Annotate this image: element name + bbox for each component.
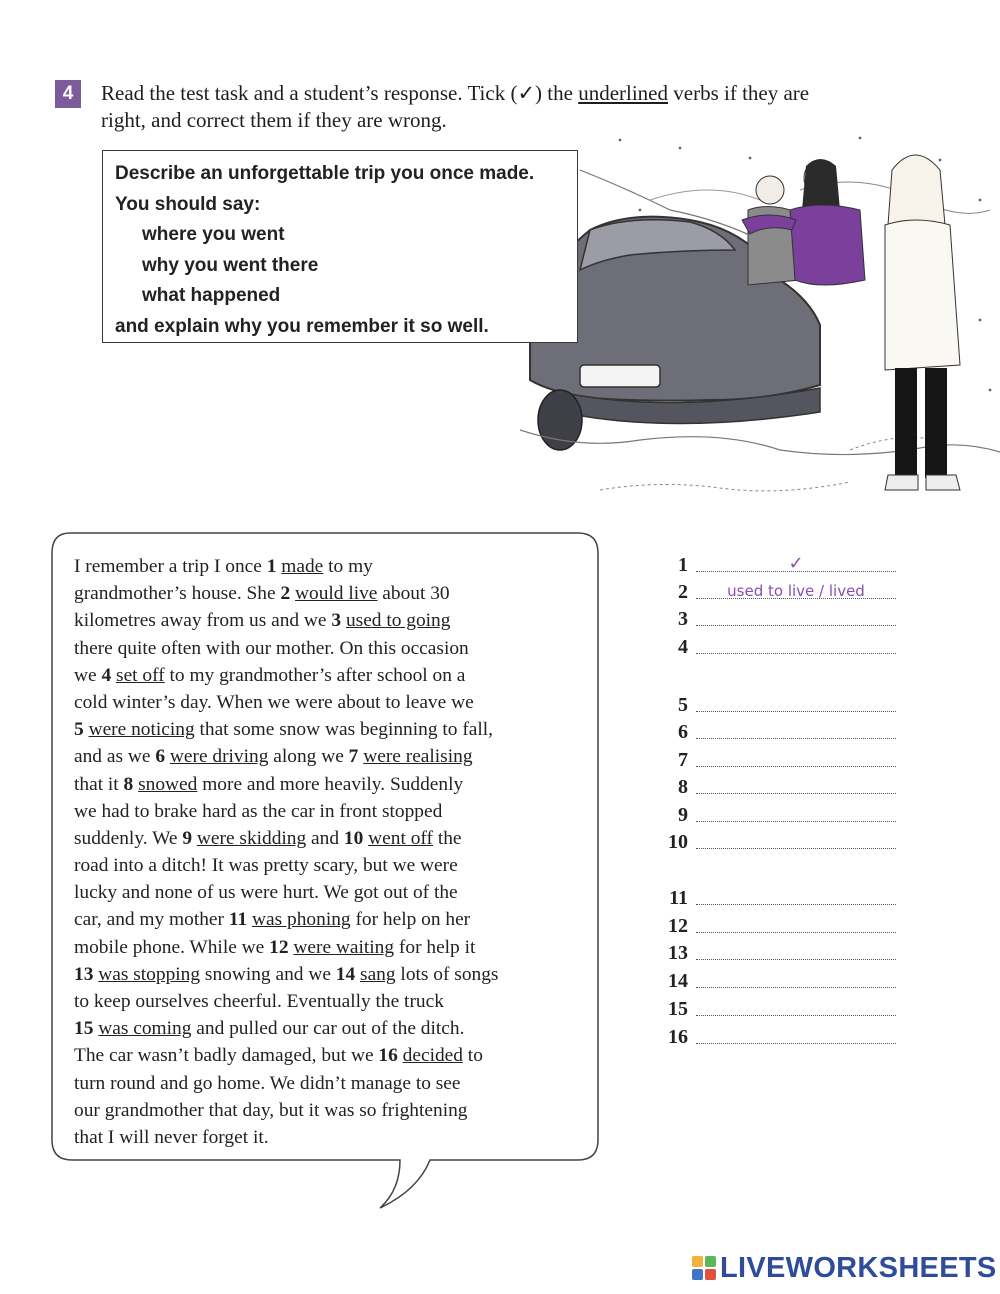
task-line: You should say: [115,193,261,215]
response-text: about 30 [377,583,450,605]
response-text: cold winter’s day. When we were about to leave we [74,691,474,713]
response-text: I remember a trip I once [74,556,267,577]
answer-row [660,606,900,632]
response-line [74,771,594,798]
response-line [74,825,594,852]
response-line [74,1070,594,1097]
response-line [74,580,594,607]
underlined-verb: made [281,556,324,577]
answer-row [660,774,900,800]
instruction-text: right, and correct them if they are wrong. [101,108,447,132]
item-number: 15 [74,1018,94,1040]
response-text: more and more heavily. Suddenly [197,773,464,795]
item-number: 2 [280,583,291,605]
response-text: lots of songs [395,963,499,985]
response-line [74,743,594,770]
answer-dotted-line [696,821,896,822]
logo-icon [692,1256,716,1280]
answer-number: 16 [668,1026,688,1048]
answer-number: 6 [678,721,688,743]
answer-row [660,968,900,994]
response-text: road into a ditch! It was pretty scary, but we were [74,855,458,877]
response-line [74,852,594,879]
answer-row [660,1024,900,1050]
answer-row [660,692,900,718]
answer-number: 10 [668,831,688,853]
response-text: grandmother’s house. She [74,583,281,605]
item-number: 1 [266,556,277,577]
answer-row [660,552,900,578]
response-text: that it [74,773,124,795]
response-line [74,961,594,988]
answer-row [660,885,900,911]
response-text: and as we [74,746,156,768]
answer-dotted-line [696,904,896,905]
response-line [74,607,594,634]
response-line [74,716,594,743]
underlined-verb: were noticing [88,719,195,741]
response-text: car, and my mother [74,909,229,931]
logo-text: LIVEWORKSHEETS [720,1251,997,1284]
answer-row [660,913,900,939]
underlined-verb: were driving [169,746,269,768]
response-text: lucky and none of us were hurt. We got out of the [74,882,458,904]
response-text: there quite often with our mother. On this occasion [74,637,469,659]
response-text: suddenly. We [74,827,183,849]
answer-dotted-line [696,766,896,767]
answer-dotted-line [696,848,896,849]
answer-row [660,719,900,745]
instruction-underlined-word: underlined [578,81,668,105]
answer-number: 3 [678,608,688,630]
answer-number: 8 [678,776,688,798]
item-number: 13 [74,963,94,985]
response-text: we had to brake hard as the car in front stopped [74,800,443,822]
response-text: snowing and we [200,963,336,985]
answer-row [660,634,900,660]
instruction-text: Read the test task and a student’s response. Tick (✓) the [101,81,579,105]
answer-dotted-line [696,987,896,988]
task-card [102,150,578,343]
response-text: along we [268,746,349,768]
answer-row [660,802,900,828]
response-text: and pulled our car out of the ditch. [191,1018,465,1040]
item-number: 4 [101,664,112,686]
underlined-verb: was phoning [252,909,351,931]
answer-number: 13 [668,942,688,964]
response-text: to keep ourselves cheerful. Eventually the truck [74,991,444,1012]
answer-row [660,940,900,966]
item-number: 7 [348,746,359,768]
answer-dotted-line [696,1015,896,1016]
response-line [74,662,594,689]
item-number: 14 [335,963,356,985]
answer-dotted-line [696,711,896,712]
answer-dotted-line [696,932,896,933]
instruction-text: verbs if they are [668,81,810,105]
response-line [74,879,594,906]
answer-field[interactable]: used to live / lived [727,582,865,600]
response-text: the [432,827,462,849]
response-text: and [306,827,344,849]
underlined-verb: used to going [345,610,451,632]
task-line: what happened [142,285,281,306]
underlined-verb: snowed [138,773,198,795]
student-response [74,553,594,1151]
response-text: we [74,664,102,686]
response-line [74,1097,594,1124]
underlined-verb: set off [116,664,165,686]
underlined-verb: went off [368,827,433,849]
answer-dotted-line [696,1043,896,1044]
answer-dotted-line [696,653,896,654]
response-text: mobile phone. While we [74,936,270,958]
response-line [74,988,594,1015]
response-text: for help on her [350,909,471,931]
answer-number: 9 [678,804,688,826]
response-line [74,1124,594,1151]
response-text: that I will never forget it. [74,1126,269,1148]
response-text: for help it [394,936,476,958]
response-line [74,906,594,933]
answer-number: 1 [678,554,688,576]
response-text: to my [323,556,373,577]
answer-number: 4 [678,636,688,658]
answer-number: 7 [678,749,688,771]
answer-row [660,829,900,855]
item-number: 5 [74,719,84,741]
response-line [74,689,594,716]
task-line: why you went there [142,254,319,276]
underlined-verb: was stopping [98,963,201,985]
response-text: The car wasn’t badly damaged, but we [74,1045,379,1067]
task-line: where you went [142,224,285,245]
answer-number: 14 [668,970,688,992]
response-text: to [462,1045,483,1067]
response-text: turn round and go home. We didn’t manage to see [74,1072,461,1094]
answer-row [660,747,900,773]
liveworksheets-logo[interactable] [692,1251,997,1285]
exercise-number-badge: 4 [55,80,81,108]
response-line [74,934,594,961]
underlined-verb: were skidding [196,827,307,849]
answer-dotted-line [696,625,896,626]
response-line [74,1015,594,1042]
response-line [74,1042,594,1069]
item-number: 8 [123,773,134,795]
answer-row [660,996,900,1022]
item-number: 6 [155,746,166,768]
item-number: 16 [378,1045,398,1067]
underlined-verb: were waiting [293,936,395,958]
item-number: 3 [331,610,342,632]
underlined-verb: was coming [98,1018,192,1040]
item-number: 12 [269,936,289,958]
item-number: 9 [182,827,193,849]
task-line: and explain why you remember it so well. [115,315,489,337]
answer-dotted-line [696,959,896,960]
answer-dotted-line [696,738,896,739]
task-line: Describe an unforgettable trip you once made. [115,163,535,184]
response-text: that some snow was beginning to fall, [194,719,493,741]
answer-number: 2 [678,581,688,603]
answer-row [660,579,900,605]
response-line [74,798,594,825]
response-text: to my grandmother’s after school on a [164,664,466,686]
item-number: 11 [228,909,248,931]
answer-number: 12 [668,915,688,937]
response-line [74,553,594,580]
answer-number: 11 [669,887,688,909]
answer-dotted-line [696,793,896,794]
underlined-verb: sang [360,963,396,985]
answer-field[interactable]: ✓ [788,553,804,574]
response-text: kilometres away from us and we [74,610,332,632]
response-line [74,635,594,662]
answer-number: 15 [668,998,688,1020]
response-text: our grandmother that day, but it was so frightening [74,1099,468,1121]
item-number: 10 [343,827,364,849]
underlined-verb: were realising [363,746,473,768]
answer-number: 5 [678,694,688,716]
underlined-verb: would live [295,583,378,605]
underlined-verb: decided [402,1045,463,1067]
